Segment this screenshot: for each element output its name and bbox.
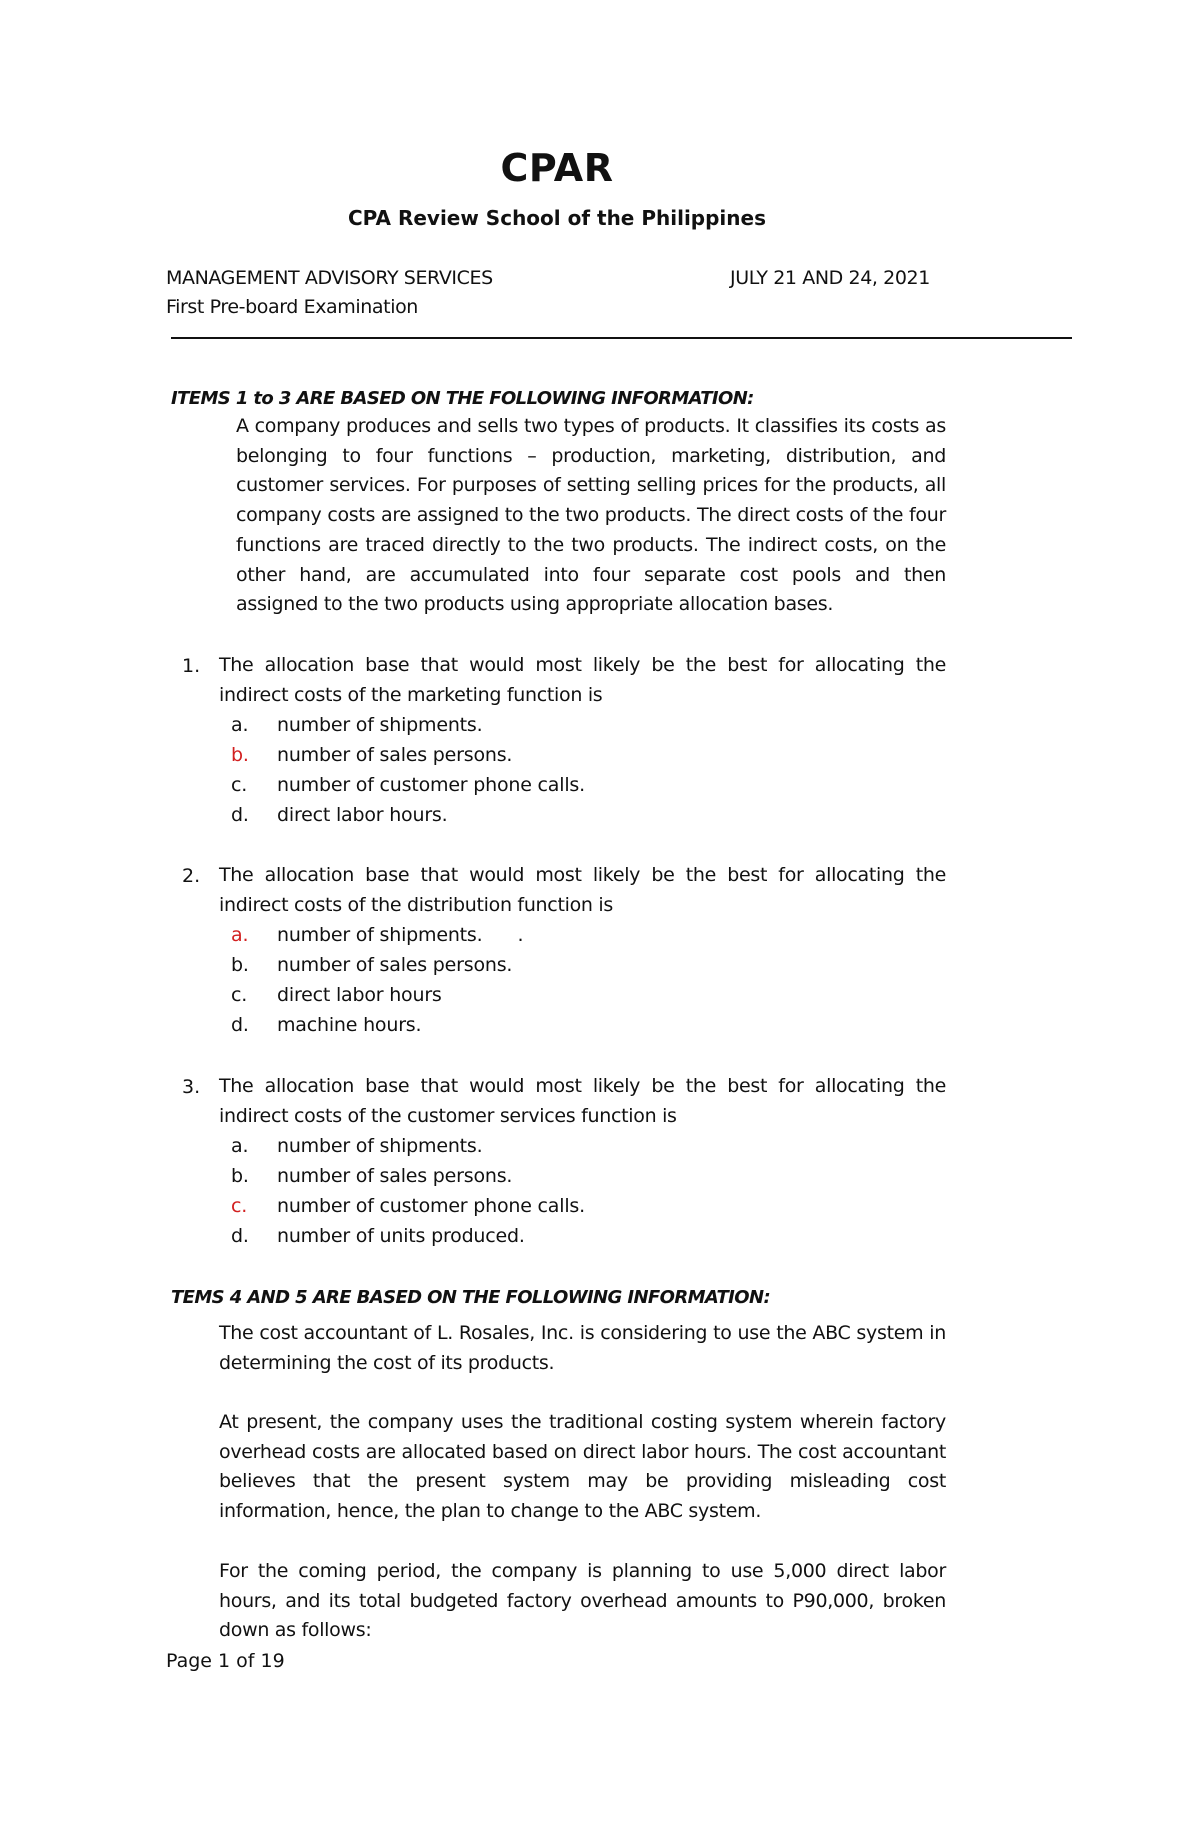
answer-option-letter: a. xyxy=(231,924,249,946)
option-text: number of sales persons. xyxy=(277,744,513,766)
question-number: 1. xyxy=(182,655,201,677)
option-letter: d. xyxy=(231,804,249,826)
header-divider xyxy=(171,337,1072,339)
option-letter: d. xyxy=(231,1225,249,1247)
option-text: number of sales persons. xyxy=(277,954,513,976)
question-text: The allocation base that would most likely be the best for allocating the indirect costs of the marketing function is xyxy=(219,654,946,706)
subject-label: MANAGEMENT ADVISORY SERVICES xyxy=(166,267,493,289)
exam-date: JULY 21 AND 24, 2021 xyxy=(730,267,930,289)
option-text: machine hours. xyxy=(277,1014,422,1036)
question-text: The allocation base that would most likely be the best for allocating the indirect costs of the customer services function is xyxy=(219,1075,946,1127)
document-title: CPAR xyxy=(500,146,614,190)
option-text: number of shipments. xyxy=(277,714,483,736)
option-letter: d. xyxy=(231,1014,249,1036)
section-info-paragraph-3: For the coming period, the company is planning to use 5,000 direct labor hours, and its total budgeted factory overhead amounts to P90,000, broken down as follows: xyxy=(219,1560,946,1642)
section-info-paragraph-1: The cost accountant of L. Rosales, Inc. is considering to use the ABC system in determining the cost of its products. xyxy=(219,1322,946,1374)
option-letter: a. xyxy=(231,1135,249,1157)
option-text: number of units produced. xyxy=(277,1225,525,1247)
option-text: number of customer phone calls. xyxy=(277,774,585,796)
question-number: 3. xyxy=(182,1076,201,1098)
option-text: direct labor hours. xyxy=(277,804,448,826)
option-letter: b. xyxy=(231,954,249,976)
option-letter: a. xyxy=(231,714,249,736)
section-heading-items-4-5: TEMS 4 AND 5 ARE BASED ON THE FOLLOWING INFORMATION: xyxy=(171,1287,771,1308)
question-text: The allocation base that would most likely be the best for allocating the indirect costs of the distribution function is xyxy=(219,864,946,916)
option-text: number of customer phone calls. xyxy=(277,1195,585,1217)
option-text: number of shipments. xyxy=(277,1135,483,1157)
option-text: number of sales persons. xyxy=(277,1165,513,1187)
option-text: number of shipments. . xyxy=(277,924,524,946)
document-subtitle: CPA Review School of the Philippines xyxy=(348,206,766,230)
question-number: 2. xyxy=(182,865,201,887)
section-info-text: A company produces and sells two types of products. It classifies its costs as belonging to four functions – production, marketing, distribution, and customer services. For purposes of setting selling prices for the products, all company costs are assigned to the two products. The direct costs of the four functions are traced directly to the two products. The indirect costs, on the other hand, are accumulated into four separate cost pools and then assigned to the two products using appropriate allocation bases. xyxy=(236,415,946,616)
page-number: Page 1 of 19 xyxy=(166,1650,285,1672)
exam-name: First Pre-board Examination xyxy=(166,296,418,318)
option-letter: c. xyxy=(231,984,248,1006)
option-text: direct labor hours xyxy=(277,984,442,1006)
section-heading-items-1-3: ITEMS 1 to 3 ARE BASED ON THE FOLLOWING INFORMATION: xyxy=(171,388,754,409)
option-letter: b. xyxy=(231,1165,249,1187)
section-info-paragraph-2: At present, the company uses the traditional costing system wherein factory overhead costs are allocated based on direct labor hours. The cost accountant believes that the present system may be providing misleading cost information, hence, the plan to change to the ABC system. xyxy=(219,1411,946,1523)
option-letter: c. xyxy=(231,774,248,796)
answer-option-letter: b. xyxy=(231,744,249,766)
answer-option-letter: c. xyxy=(231,1195,248,1217)
